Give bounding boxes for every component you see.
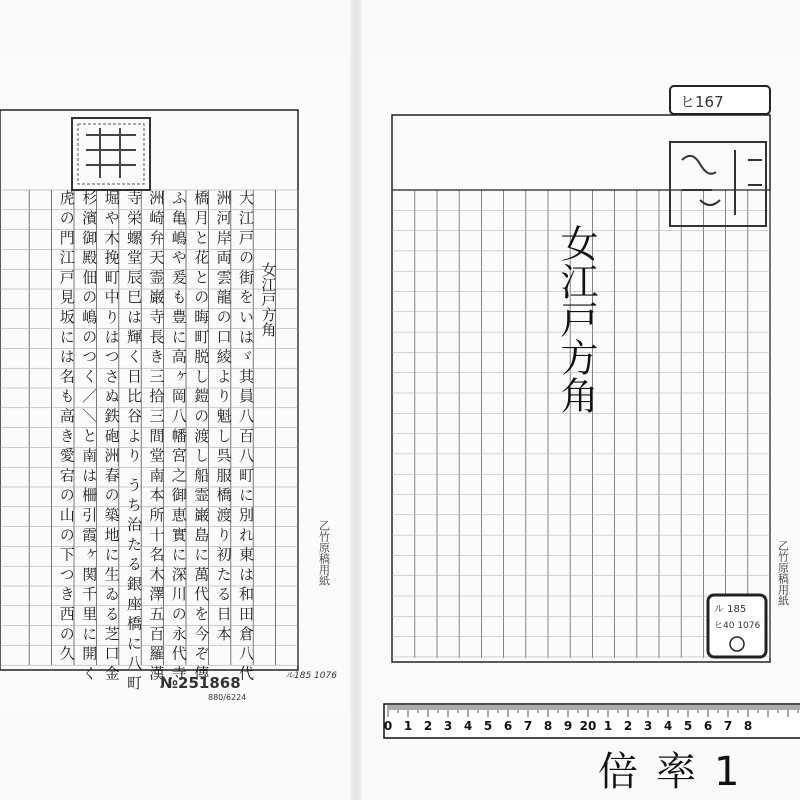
text-column: 杉濱御殿佃の嶋のつく／＼と南は柵引霞ヶ関千里に開く bbox=[80, 190, 99, 685]
inventory-stamp bbox=[708, 595, 766, 657]
magnification-value: 1 bbox=[714, 749, 758, 795]
text-column: 虎の門江戸見坂には名も高き愛宕の山の下つき西の久 bbox=[57, 190, 76, 666]
left-page-text-columns bbox=[58, 189, 278, 694]
ruler-digit: 8 bbox=[743, 719, 753, 733]
inventory-number: №251868 bbox=[160, 674, 241, 692]
ruler-digit: 2 bbox=[423, 719, 433, 733]
manuscript-title: 女江戸方角 bbox=[554, 224, 598, 414]
ruler-digit: 4 bbox=[663, 719, 673, 733]
ruler-digit: 9 bbox=[563, 719, 573, 733]
text-column: 橋月と花との晦町脱し鎧の渡し船霊巌島に萬代を今ぞ傳 bbox=[192, 190, 211, 685]
ruler-digit: 3 bbox=[643, 719, 653, 733]
left-title-column: 女江戸方角 bbox=[259, 262, 278, 337]
ruler-digit: 6 bbox=[703, 719, 713, 733]
ruler-digit: 7 bbox=[723, 719, 733, 733]
ruler-digit: 20 bbox=[579, 719, 597, 733]
ruler-digit: 3 bbox=[443, 719, 453, 733]
text-column: 洲河岸両雲龍の口綾より魁し呉服橋渡り初たる日本 bbox=[214, 190, 233, 646]
text-column: 洲崎弁天霊巌寺長き三拾三間堂南本所十名木澤五百羅漢 bbox=[147, 190, 166, 685]
stamp-line2: ヒ40 1076 bbox=[714, 621, 761, 631]
magnification-label: 倍率 bbox=[598, 749, 714, 795]
ruler-digit: 5 bbox=[683, 719, 693, 733]
stamp-line1: ル 185 bbox=[714, 604, 747, 615]
measuring-scale bbox=[384, 704, 800, 738]
library-seal-left bbox=[72, 118, 150, 190]
pencil-note-2: ル185 1076 bbox=[285, 671, 337, 681]
ruler-digit: 1 bbox=[603, 719, 613, 733]
call-number-text: ヒ167 bbox=[680, 93, 724, 111]
ruler-digit: 4 bbox=[463, 719, 473, 733]
ruler-digit: 6 bbox=[503, 719, 513, 733]
text-column: ふ亀嶋や爰も豊に高ヶ岡八幡宮之御恵實に深川の永代寺 bbox=[169, 190, 188, 685]
ruler-digit: 0 bbox=[383, 719, 393, 733]
ruler-digit: 1 bbox=[403, 719, 413, 733]
paper-maker-left: 乙竹原稿用紙 bbox=[317, 520, 331, 586]
call-number-tag bbox=[670, 86, 770, 114]
text-column: 大江戸の街をいはゞ其員八百八町に別れ東は和田倉八代 bbox=[237, 190, 255, 685]
owner-seal-right bbox=[670, 142, 766, 226]
pencil-note-1: 880/6224 bbox=[208, 693, 247, 702]
ruler-digit: 5 bbox=[483, 719, 493, 733]
paper-maker-right: 乙竹原稿用紙 bbox=[776, 540, 790, 606]
text-column: 寺栄螺堂辰巳は輝く日比谷より うち治たる銀座橋に八町 bbox=[125, 190, 143, 695]
text-column: 堀や木挽町中りはつさぬ鉄砲洲春の築地に生ゐる芝口金 bbox=[102, 190, 121, 685]
magnification-caption bbox=[598, 740, 757, 797]
ruler-digit: 2 bbox=[623, 719, 633, 733]
ruler-digit: 8 bbox=[543, 719, 553, 733]
ruler-digit: 7 bbox=[523, 719, 533, 733]
